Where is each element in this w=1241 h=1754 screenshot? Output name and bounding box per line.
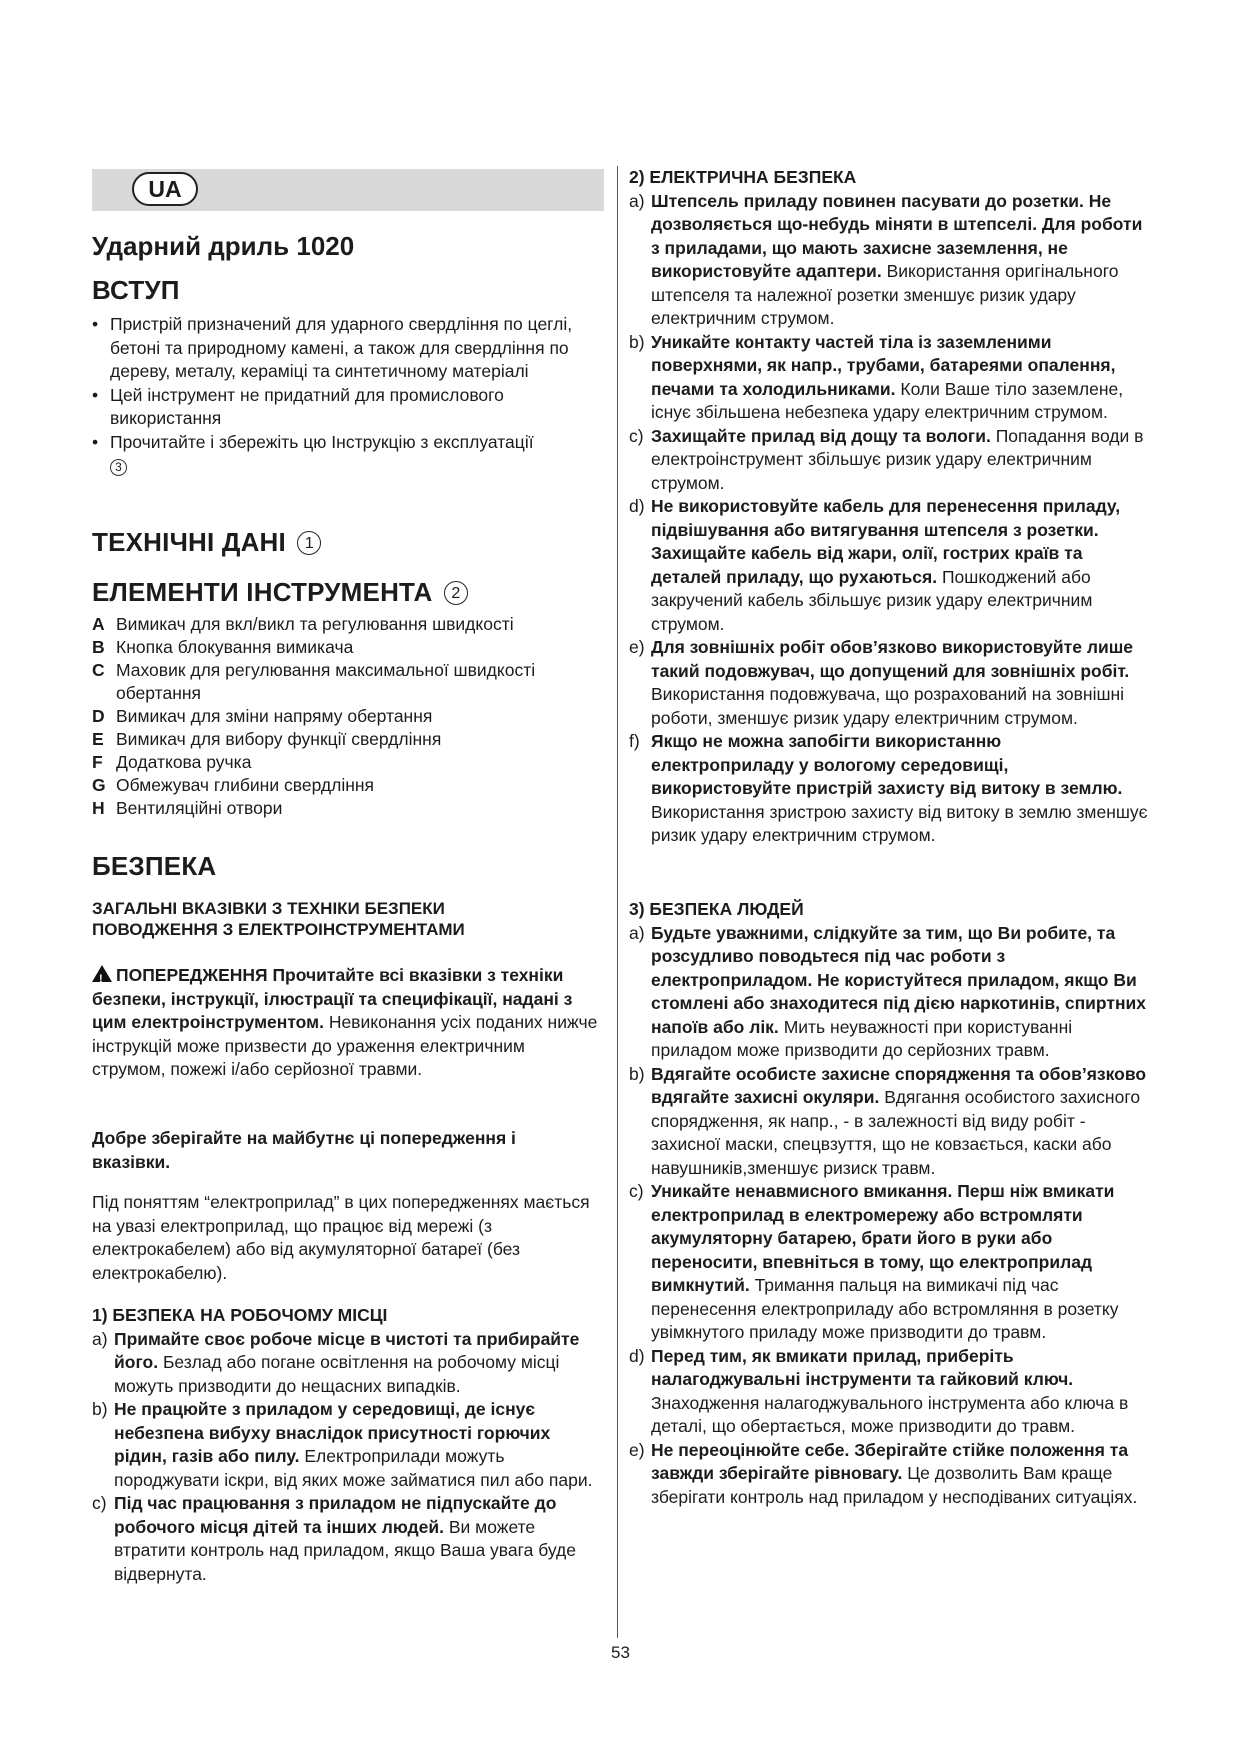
section-work-area: [92, 1304, 604, 1586]
list-item: b) Уникайте контакту частей тіла із заземленими поверхнями, як напр., трубами, батареями опалення, печами та холодильниками. Коли Ваше тіло заземлене, існує збільшена небезпека удару електричним струмом.: [629, 331, 1124, 422]
list-item: D Вимикач для зміни напряму обертання: [92, 706, 433, 726]
section-heading: 2) ЕЛЕКТРИЧНА БЕЗПЕКА: [629, 167, 857, 187]
section-heading: 3) БЕЗПЕКА ЛЮДЕЙ: [629, 899, 804, 919]
language-badge: UA: [132, 172, 198, 206]
list-item: E Вимикач для вибору функції свердління: [92, 729, 442, 749]
list-item: a) Будьте уважними, слідкуйте за тим, що Ви робите, та розсудливо поводьтеся під час роботи з електроприладом. Не користуйтеся приладом, якщо Ви стомлені або знаходитеся під дією наркотинів, спиртних напоїв або лік. Мить неуважності при користуванні приладом може призводити до серйозних травм.: [629, 922, 1146, 1060]
list-item: b) Вдягайте особисте захисне спорядження та обов’язково вдягайте захисні окуляри. Вдягання особистого захисного спорядження, як напр., - в залежності від виду робіт - захисної маски, спецвзуття, що не ковзається, каски або навушників,зменшує ризиск травм.: [629, 1063, 1147, 1178]
warning-paragraph: ! ПОПЕРЕДЖЕННЯ Прочитайте всі вказівки з техніки безпеки, інструкції, ілюстрації та специфікації, надані з цим електроінструментом. Невиконання усіх поданих нижче інструкцій може призвести до ураження електричним струмом, пожежі і/або серйозної травми.: [92, 965, 598, 1079]
elements-list: [92, 613, 602, 820]
list-item: d) Не використовуйте кабель для перенесення приладу, підвішування або витягування штепселя з розетки. Захищайте кабель від жари, олії, гострих країв та деталей приладу, що рухаються. Пошкоджений або закручений кабель збільшує ризик удару електричним струмом.: [629, 496, 1121, 634]
list-item: a) Штепсель приладу повинен пасувати до розетки. Не дозволяється що-небудь міняти в штепселі. Для роботи з приладами, що мають захисне заземлення, не використовуйте адаптери. Використання оригінального штепселя та належної розетки зменшує ризик удару електричним струмом.: [629, 190, 1143, 328]
list-item: c) Захищайте прилад від дощу та вологи. Попадання води в електроінструмент збільшує ризик удару електричним струмом.: [629, 425, 1144, 493]
list-item: • Прочитайте і збережіть цю Інструкцію з експлуатації 3: [92, 431, 534, 474]
section-personal-safety: [629, 898, 1149, 1509]
tech-data-heading: ТЕХНІЧНІ ДАНІ 1: [92, 527, 321, 558]
figure-ref: 1: [297, 531, 321, 555]
list-item: d) Перед тим, як вмикати прилад, приберіть налагоджувальні інструменти та гайковий ключ. Знаходження налагоджувального інструмента або ключа в деталі, що обертається, може призводити до травм.: [629, 1345, 1129, 1436]
safety-subheading: ЗАГАЛЬНІ ВКАЗІВКИ З ТЕХНІКИ БЕЗПЕКИ ПОВОДЖЕННЯ З ЕЛЕКТРОІНСТРУМЕНТАМИ: [92, 899, 465, 939]
figure-ref: 3: [110, 459, 127, 476]
list-item: e) Для зовнішніх робіт обов’язково використовуйте лише такий подовжувач, що допущений для зовнішніх робіт. Використання подовжувача, що розрахований на зовнішні роботи, зменшує ризик удару електричним струмом.: [629, 637, 1134, 728]
elements-heading: ЕЛЕМЕНТИ ІНСТРУМЕНТА 2: [92, 577, 468, 608]
definition-paragraph: Під поняттям “електроприлад” в цих попередженнях мається на увазі електроприлад, що працює від мережі (з електрокабелем) або від акумуляторної батареї (без електрокабелю).: [92, 1192, 590, 1283]
product-title: Ударний дриль 1020: [92, 231, 355, 261]
page-number: 53: [611, 1643, 630, 1662]
column-divider: [617, 166, 618, 1638]
list-item: e) Не переоцінюйте себе. Зберігайте стійке положення та завжди зберігайте рівновагу. Це дозволить Вам краще зберігати контроль над приладом у несподіваних ситуаціях.: [629, 1439, 1138, 1507]
list-item: • Цей інструмент не придатний для промислового використання: [92, 384, 504, 428]
figure-ref: 2: [444, 581, 468, 605]
list-item: f) Якщо не можна запобігти використанню електроприладу у вологому середовищі, використовуйте пристрій захисту від витоку в землю. Використання зристрою захисту від витоку в землю зменшує ризик удару електричним струмом.: [629, 731, 1148, 845]
list-item: F Додаткова ручка: [92, 752, 252, 772]
keep-instructions: Добре зберігайте на майбутнє ці попередження і вказівки.: [92, 1128, 516, 1172]
list-item: B Кнопка блокування вимикача: [92, 637, 354, 657]
section-electrical: [629, 166, 1149, 848]
section-heading: 1) БЕЗПЕКА НА РОБОЧОМУ МІСЦІ: [92, 1305, 388, 1325]
list-item: c) Під час працювання з приладом не підпускайте до робочого місця дітей та інших людей. Ви можете втратити контроль над приладом, якщо Ваша увага буде відвернута.: [92, 1493, 576, 1584]
list-item: b) Не працюйте з приладом у середовищі, де існує небезпена вибуху внаслідок присутності горючих рідин, газів або пилу. Електроприлади можуть породжувати іскри, від яких може займатися пил або пари.: [92, 1399, 593, 1490]
safety-heading: БЕЗПЕКА: [92, 851, 217, 881]
list-item: • Пристрій призначений для ударного свердління по цеглі, бетоні та природному камені, а також для свердління по дереву, металу, кераміці та синтетичному матеріалі: [92, 314, 573, 381]
list-item: C Маховик для регулювання максимальної швидкості обертання: [92, 660, 536, 703]
intro-bullets: [92, 313, 592, 478]
language-bar: [92, 169, 604, 211]
warning-icon: !: [92, 965, 112, 982]
list-item: H Вентиляційні отвори: [92, 798, 283, 818]
list-item: a) Примайте своє робоче місце в чистоті та прибирайте його. Безлад або погане освітлення на робочому місці можуть призводити до нещасних випадків.: [92, 1328, 580, 1396]
list-item: G Обмежувач глибини свердління: [92, 775, 375, 795]
list-item: c) Уникайте ненавмисного вмикання. Перш ніж вмикати електроприлад в електромережу або встромляти акумуляторну батарею, брати його в руки або переносити, впевніться в тому, що електроприлад вимкнутий. Тримання пальця на вимикачі під час перенесення електроприладу або встромляння в розетку увімкнутого приладу може призводити до травм.: [629, 1181, 1119, 1342]
list-item: A Вимикач для вкл/викл та регулювання швидкості: [92, 614, 514, 634]
intro-heading: ВСТУП: [92, 275, 180, 305]
